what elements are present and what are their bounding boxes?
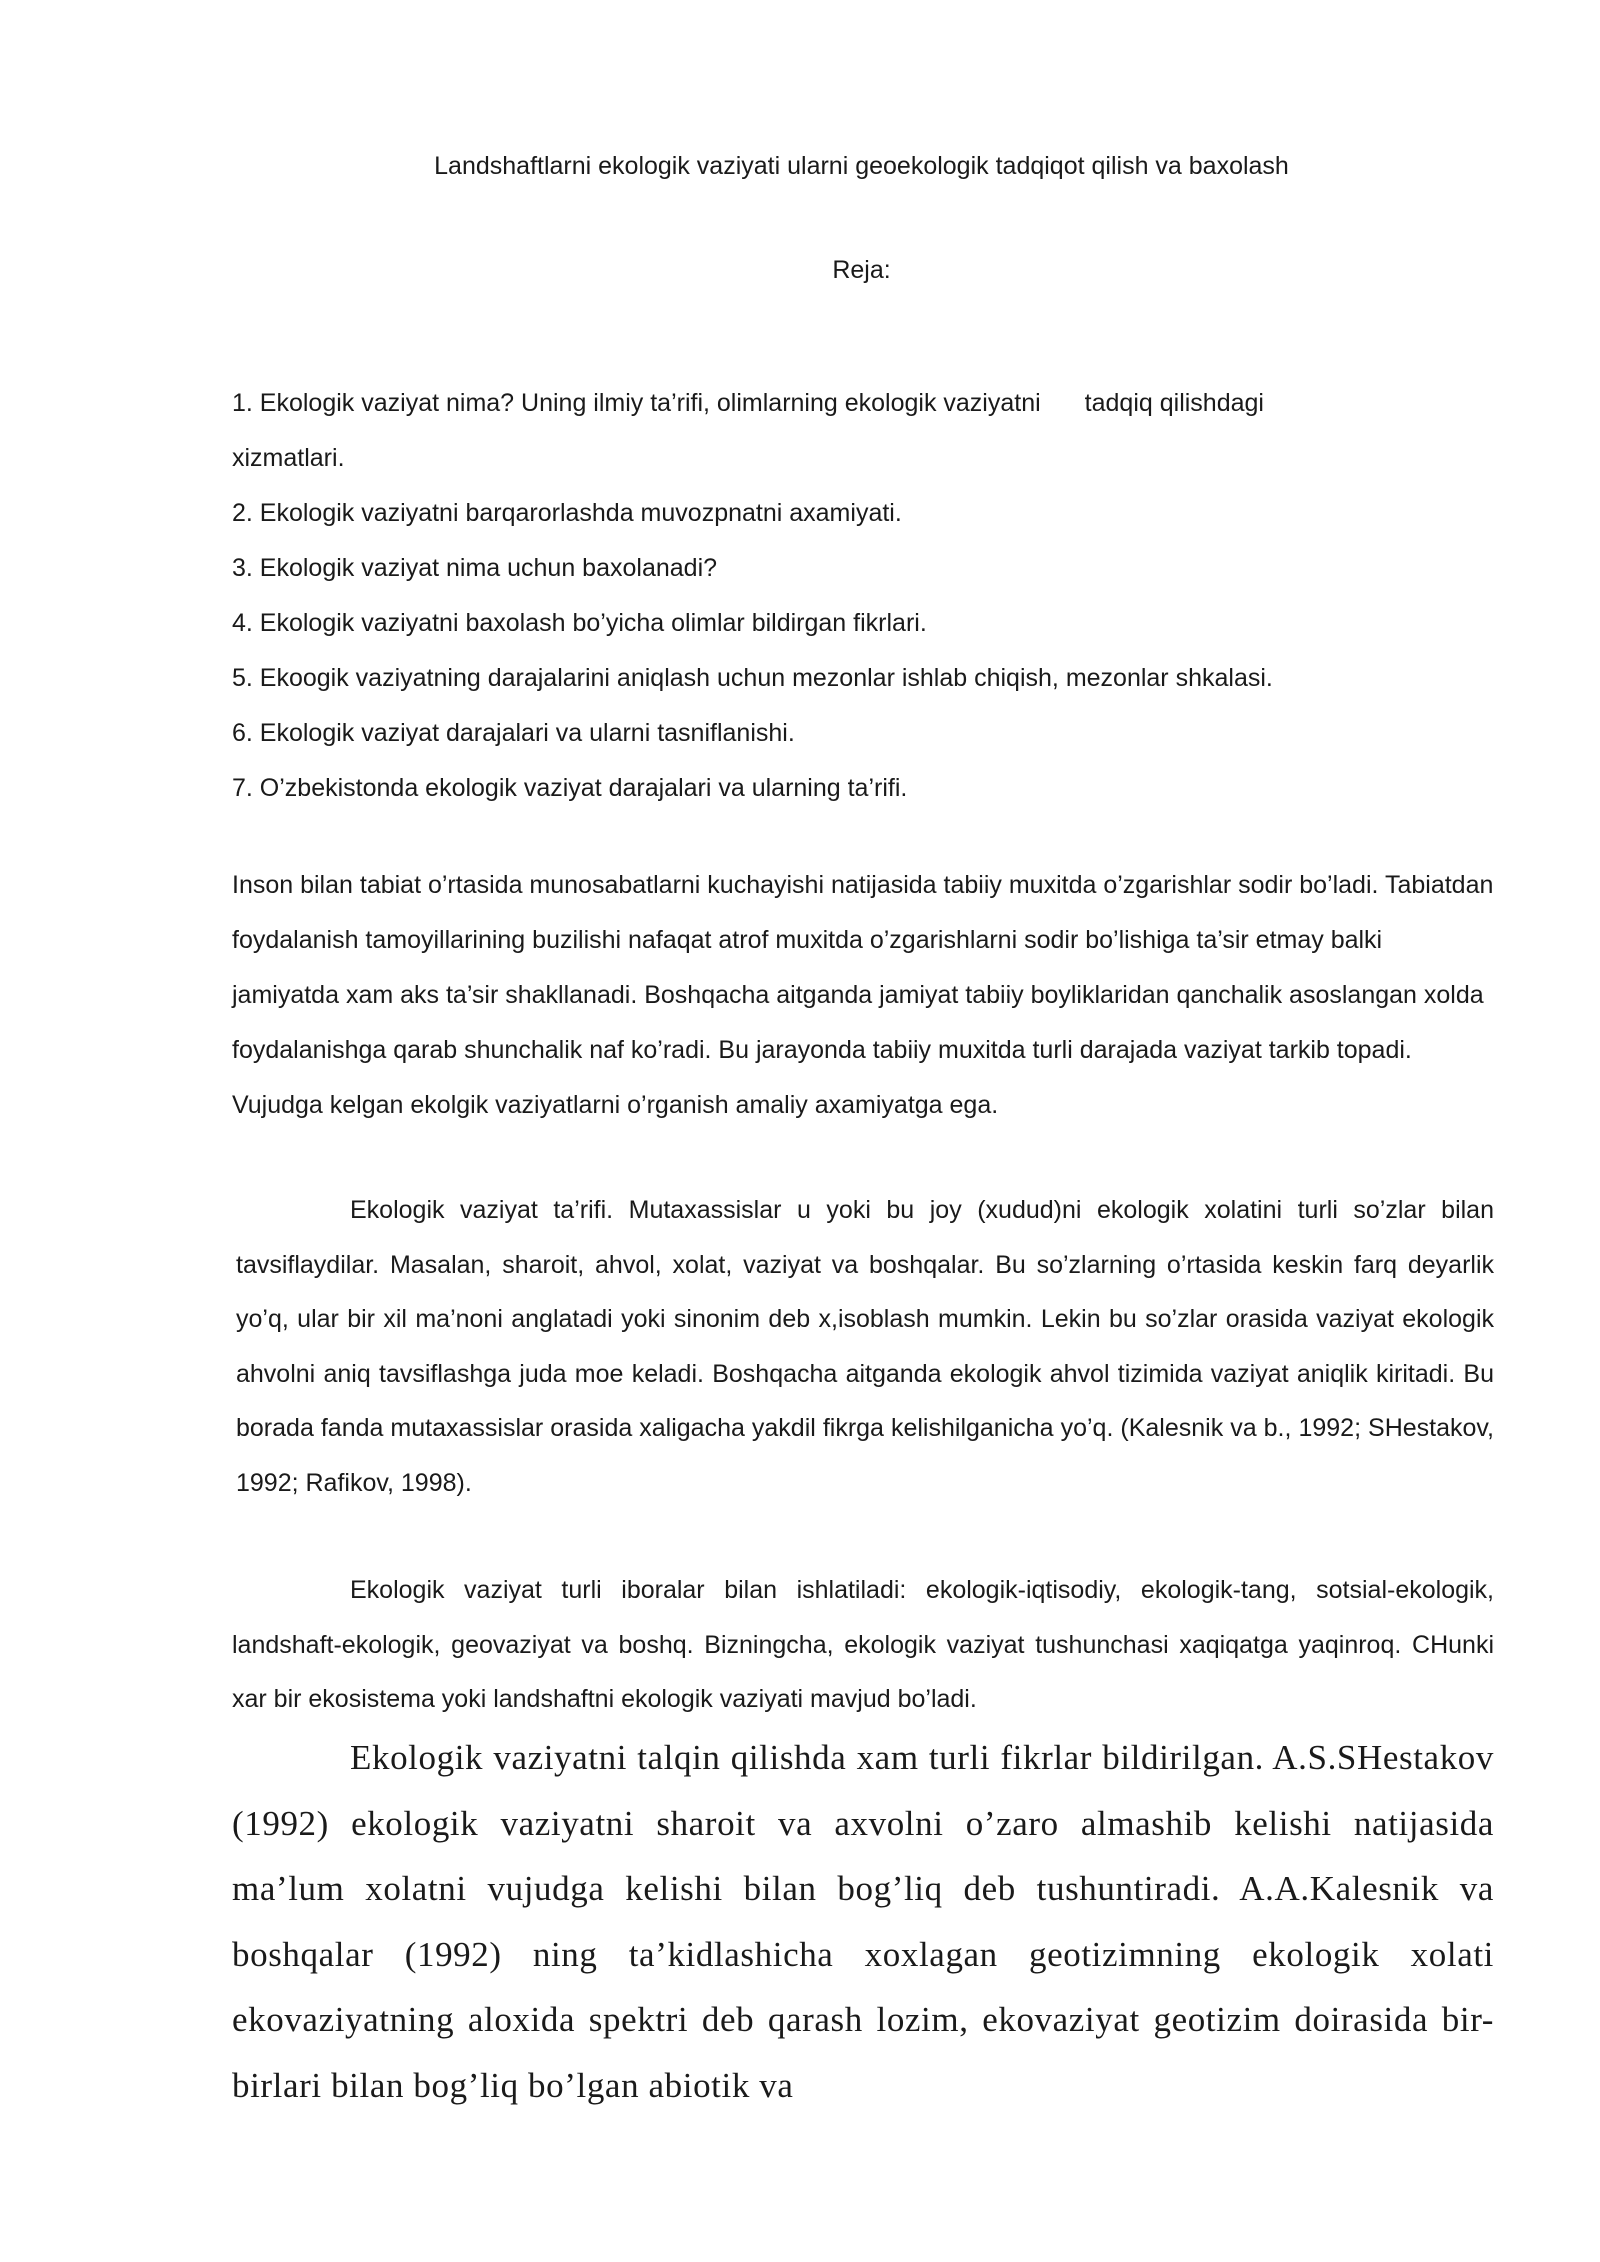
plan-item-7: 7. O’zbekistonda ekologik vaziyat darajalari va ularning ta’rifi. bbox=[232, 774, 908, 802]
plan-item-1-text: 1. Ekologik vaziyat nima? Uning ilmiy ta’rifi, olimlarning ekologik vaziyatni bbox=[232, 389, 1041, 417]
document-title: Landshaftlarni ekologik vaziyati ularni geoekologik tadqiqot qilish va baxolash bbox=[434, 152, 1289, 180]
paragraph-interpretation: Ekologik vaziyatni talqin qilishda xam turli fikrlar bildirilgan. A.S.SHestakov (1992) ekologik vaziyatni sharoit va axvolni o’zaro almashib kelishi natijasida ma’lum xolatni vujudga kelishi bilan bog’liq deb tushuntiradi. A.A.Kalesnik va boshqalar (1992) ning ta’kidlashicha xoxlagan geotizimning ekologik xolati ekovaziyatning aloxida spektri deb qarash lozim, ekovaziyat geotizim doirasida bir-birlari bilan bog’liq bo’lgan abiotik va bbox=[232, 1738, 1494, 2105]
paragraph-terms: Ekologik vaziyat turli iboralar bilan ishlatiladi: ekologik-iqtisodiy, ekologik-tang, sotsial-ekologik, landshaft-ekologik, geovaziyat va boshq. Bizningcha, ekologik vaziyat tushunchasi xaqiqatga yaqinroq. CHunki xar bir ekosistema yoki landshaftni ekologik vaziyati mavjud bo’ladi. bbox=[232, 1576, 1494, 1713]
plan-item-1-wrap: xizmatlari. bbox=[232, 444, 345, 472]
plan-item-2: 2. Ekologik vaziyatni barqarorlashda muvozpnatni axamiyati. bbox=[232, 499, 902, 527]
plan-item-1 bbox=[232, 376, 1491, 431]
plan-heading: Reja: bbox=[832, 256, 891, 284]
plan-item-3: 3. Ekologik vaziyat nima uchun baxolanadi? bbox=[232, 554, 718, 582]
plan-item-5: 5. Ekoogik vaziyatning darajalarini aniqlash uchun mezonlar ishlab chiqish, mezonlar shkalasi. bbox=[232, 664, 1273, 692]
paragraph-definition: Ekologik vaziyat ta’rifi. Mutaxassislar u yoki bu joy (xudud)ni ekologik xolatini turli so’zlar bilan tavsiflaydilar. Masalan, sharoit, ahvol, xolat, vaziyat va boshqalar. Bu so’zlarning o’rtasida keskin farq deyarlik yo’q, ular bir xil ma’noni anglatadi yoki sinonim deb x,isoblash mumkin. Lekin bu so’zlar orasida vaziyat ekologik ahvolni aniq tavsiflashga juda moe keladi. Boshqacha aitganda ekologik ahvol tizimida vaziyat aniqlik kiritadi. Bu borada fanda mutaxassislar orasida xaligacha yakdil fikrga kelishilganicha yo’q. (Kalesnik va b., 1992; SHestakov, 1992; Rafikov, 1998). bbox=[236, 1196, 1494, 1497]
paragraph-intro: Inson bilan tabiat o’rtasida munosabatlarni kuchayishi natijasida tabiiy muxitda o’zgarishlar sodir bo’ladi. Tabiatdan foydalanish tamoyillarining buzilishi nafaqat atrof muxitda o’zgarishlarni sodir bo’lishiga ta’sir etmay balki jamiyatda xam aks ta’sir shakllanadi. Boshqacha aitganda jamiyat tabiiy boyliklaridan qanchalik asoslangan xolda foydalanishga qarab shunchalik naf ko’radi. Bu jarayonda tabiiy muxitda turli darajada vaziyat tarkib topadi. Vujudga kelgan ekolgik vaziyatlarni o’rganish amaliy axamiyatga ega. bbox=[232, 871, 1494, 1119]
plan-list bbox=[232, 376, 1491, 816]
plan-item-6: 6. Ekologik vaziyat darajalari va ularni tasniflanishi. bbox=[232, 719, 795, 747]
plan-item-1-continued: tadqiq qilishdagi bbox=[1084, 389, 1264, 417]
plan-item-4: 4. Ekologik vaziyatni baxolash bo’yicha olimlar bildirgan fikrlari. bbox=[232, 609, 927, 637]
